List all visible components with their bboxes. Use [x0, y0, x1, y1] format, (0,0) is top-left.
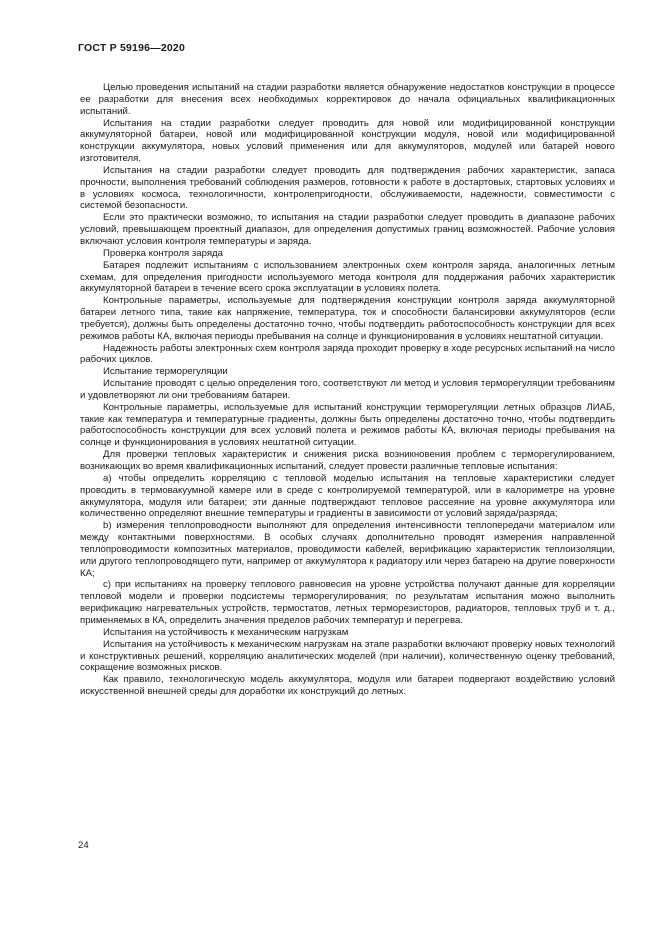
list-item-a: а) чтобы определить корреляцию с тепловой моделью испытания на тепловые характеристики следует проводить в термовакуумной камере или в среде с контролируемой температурой, или в калориметре на уровне аккумулятора, модуля или батареи; эти данные подтверждают тепловое рассеяние на уровне аккумулятора или количественно определяют внешние температуры и градиенты в зависимости от условий заряда/разряда; [80, 472, 615, 520]
section-subheading: Проверка контроля заряда [103, 247, 223, 259]
paragraph: Контрольные параметры, используемые для подтверждения конструкции контроля заряда аккумуляторной батареи летного типа, такие как напряжение, температура, ток и способности балансировки аккумуляторов (если требуется), должны быть определены достаточно точно, чтобы подтвердить работоспособность конструкции для всех режимов работы КА, включая периоды пребывания на солнце и функционирования в условиях нештатной ситуации. [80, 295, 615, 342]
section-subheading: Испытания на устойчивость к механическим нагрузкам [103, 626, 349, 638]
paragraph: Испытания на стадии разработки следует проводить для новой или модифицированной конструкции аккумуляторной батареи, новой или модифицированной конструкции модуля, новой или модифицированной конструкции аккумулятора, новых условий применения или для аккумуляторов, модулей или батарей нового изготовителя. [80, 117, 615, 165]
paragraph: Испытание проводят с целью определения того, соответствуют ли метод и условия терморегуляции требованиям и удовлетворяют ли они требованиям батареи. [80, 378, 615, 401]
body-text [80, 82, 615, 698]
paragraph: Контрольные параметры, используемые для испытаний конструкции терморегуляции летных образцов ЛИАБ, такие как температура и температурные градиенты, должны быть определены достаточно точно, чтобы подтвердить работоспособность конструкции для всех условий полета и режимов работы КА, включая периоды пребывания на солнце и функционирования в условиях нештатной ситуации. [80, 401, 615, 449]
paragraph: Испытания на устойчивость к механическим нагрузкам на этапе разработки включают проверку новых технологий и конструктивных решений, корреляцию аналитических моделей (при наличии), количественную оценку требований, сокращение возможных рисков. [80, 638, 615, 674]
section-subheading: Испытание терморегуляции [103, 366, 228, 378]
paragraph: Как правило, технологическую модель аккумулятора, модуля или батареи подвергают воздействию условий искусственной внешней среды для доработки их конструкций до летных. [80, 674, 615, 698]
paragraph: Если это практически возможно, то испытания на стадии разработки следует проводить в диапазоне рабочих условий, превышающем проектный диапазон, для определения допустимых границ возможностей. Рабочие условия включают условия контроля температуры и заряда. [80, 212, 615, 247]
paragraph: Батарея подлежит испытаниям с использованием электронных схем контроля заряда, аналогичных летным схемам, для определения пригодности используемого метода контроля для поддержания рабочих характеристик аккумуляторной батареи в течение всего срока эксплуатации в условиях полета. [80, 259, 615, 295]
standard-header: ГОСТ Р 59196—2020 [78, 42, 186, 54]
paragraph: Целью проведения испытаний на стадии разработки является обнаружение недостатков конструкции в процессе ее разработки для внесения всех необходимых корректировок до начала официальных квалификационных испытаний. [80, 82, 615, 117]
paragraph: Для проверки тепловых характеристик и снижения риска возникновения проблем с терморегулированием, возникающих во время квалификационных испытаний, следует провести различные тепловые испытания: [80, 449, 615, 472]
page-number: 24 [78, 840, 89, 851]
paragraph: Испытания на стадии разработки следует проводить для подтверждения рабочих характеристик, запаса прочности, выполнения требований соблюдения размеров, готовности к работе в достартовых, стартовых условиях и в условиях космоса, технологичности, контролепригодности, обслуживаемости, надежности, совместимости с системой безопасности. [80, 164, 615, 212]
list-item-b: b) измерения теплопроводности выполняют для определения интенсивности теплопередачи материалом или между контактными поверхностями. В особых случаях дополнительно проводят измерения направленной теплопроводимости композитных материалов, проводимости кабелей, верификацию характеристик теплоизоляции, или другого теплопроводящего пути, например от аккумулятора к радиатору или через батарею на другие поверхности КА; [80, 520, 615, 579]
list-item-c: c) при испытаниях на проверку теплового равновесия на уровне устройства получают данные для корреляции тепловой модели и проверки подсистемы терморегулирования; по результатам испытания можно выполнить верификацию нагревательных устройств, термостатов, летных терморезисторов, радиаторов, тепловых труб и т. д., применяемых в КА, определить значения пределов рабочих температур и перегрева. [80, 579, 615, 626]
paragraph: Надежность работы электронных схем контроля заряда проходит проверку в ходе ресурсных испытаний на число рабочих циклов. [80, 342, 615, 366]
